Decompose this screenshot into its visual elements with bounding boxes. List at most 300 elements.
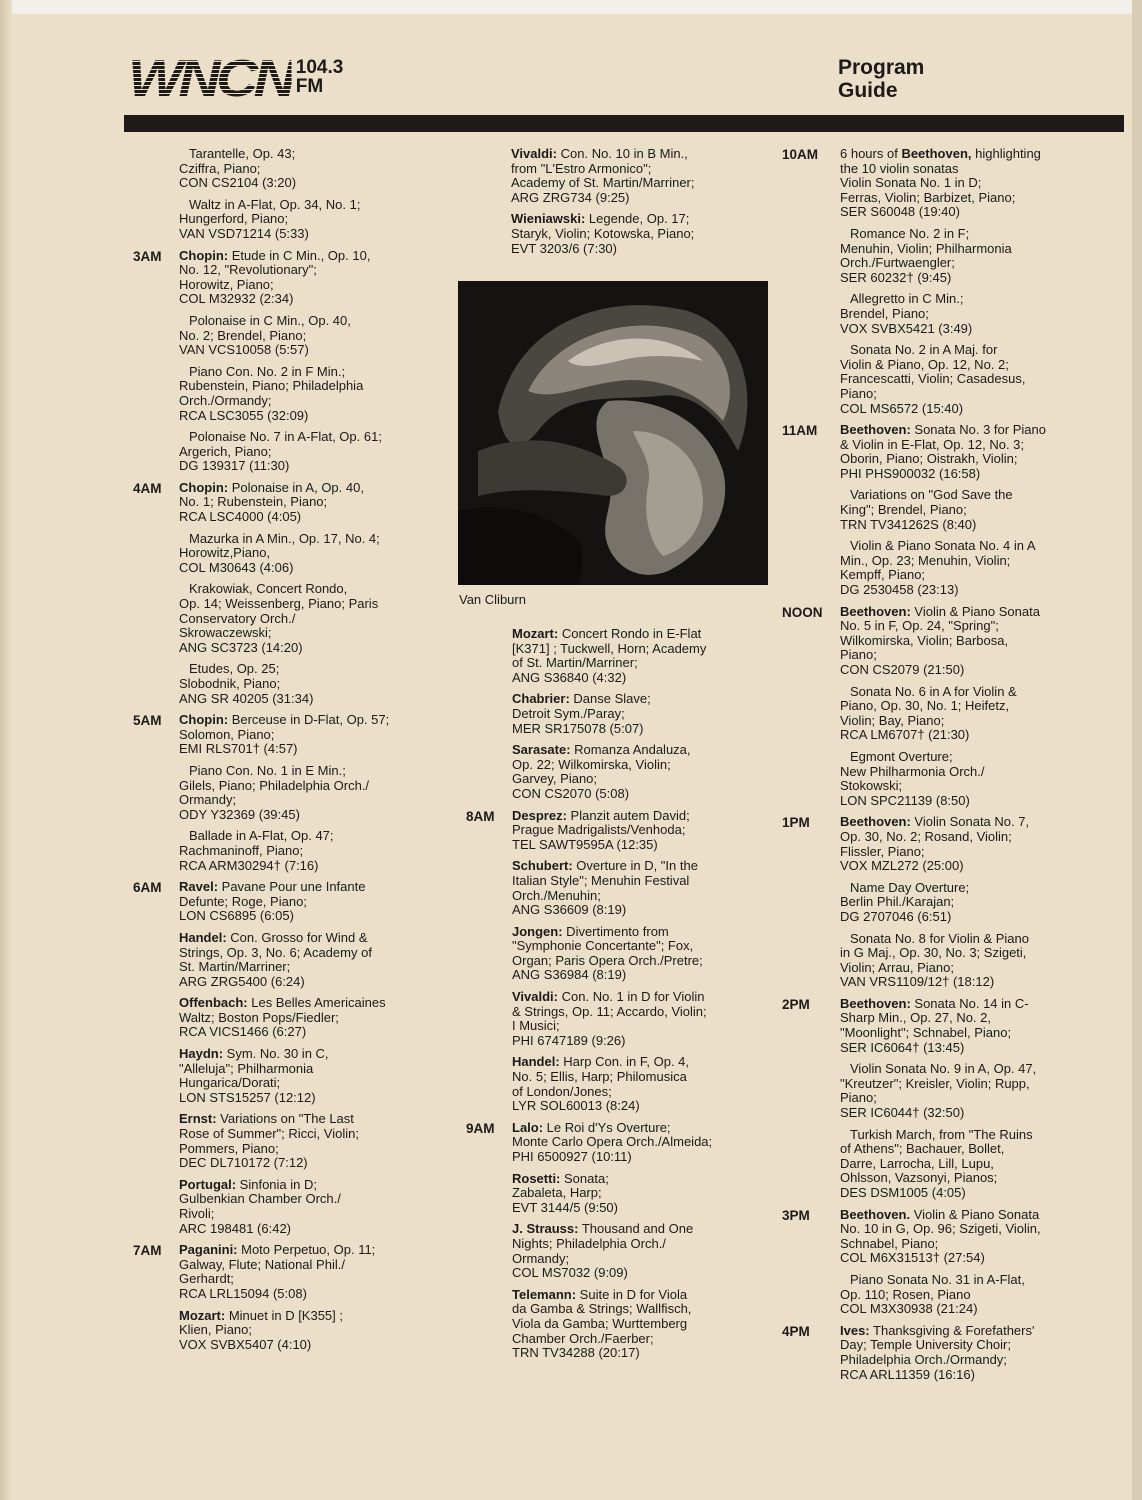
composer-name: Beethoven,: [901, 146, 972, 161]
program-text: the 10 violin sonatas: [840, 160, 959, 176]
composer-name: Mozart:: [179, 1307, 226, 1323]
program-text: Ormandy;: [512, 1250, 570, 1266]
program-text: RCA LSC4000 (4:05): [179, 509, 302, 525]
header-rule: [124, 115, 1124, 132]
program-text: King"; Brendel, Piano;: [840, 502, 967, 518]
program-description: [512, 809, 772, 853]
program-text: Violin & Piano Sonata: [910, 1206, 1040, 1222]
composer-name: Jongen:: [512, 923, 563, 939]
program-text: Pavane Pour une Infante: [218, 879, 366, 895]
program-entry: [512, 1222, 772, 1280]
program-text: ARG ZRG5400 (6:24): [179, 973, 305, 989]
program-description: [840, 1128, 1100, 1201]
logo-frequency-number: 104.3: [295, 57, 344, 78]
time-slot-label: 9AM: [466, 1120, 495, 1136]
time-slot-label: 8AM: [466, 808, 495, 824]
program-description: [840, 423, 1100, 481]
program-description: [179, 147, 459, 191]
program-entry: [179, 430, 459, 474]
program-entry: [512, 627, 772, 685]
program-text: CON CS2104 (3:20): [179, 175, 297, 191]
program-text: PHI 6500927 (10:11): [512, 1149, 632, 1164]
program-description: [179, 532, 459, 576]
program-text: Piano Sonata No. 31 in A-Flat,: [850, 1271, 1025, 1287]
program-description: [840, 292, 1100, 336]
program-entry: [840, 488, 1100, 532]
page-title-line1: Program: [838, 56, 925, 79]
program-description: [512, 1222, 772, 1280]
program-text: Orch./Menuhin;: [512, 887, 601, 903]
program-description: [512, 743, 772, 801]
program-text: RCA LM6707† (21:30): [840, 727, 970, 743]
program-text: SER S60048 (19:40): [840, 204, 960, 220]
program-text: Waltz in A-Flat, Op. 34, No. 1;: [189, 196, 361, 212]
program-text: DG 139317 (11:30): [179, 458, 290, 474]
program-description: [179, 662, 459, 706]
program-text: Orch./Furtwaengler;: [840, 255, 955, 271]
time-slot-label: 6AM: [133, 880, 162, 896]
program-text: ANG S36840 (4:32): [512, 669, 627, 685]
program-description: [179, 198, 459, 242]
schedule-column-2-top: [511, 147, 771, 263]
program-description: [840, 997, 1100, 1055]
program-text: & Strings, Op. 11; Accardo, Violin;: [512, 1003, 707, 1019]
program-text: TRN TV34288 (20:17): [512, 1345, 640, 1361]
composer-name: Wieniawski:: [511, 211, 586, 227]
time-slot-label: 3PM: [782, 1207, 810, 1223]
time-slot-label: 5AM: [133, 713, 162, 729]
program-description: [179, 764, 459, 822]
program-text: Rachmaninoff, Piano;: [179, 842, 304, 858]
program-text: ARG ZRG734 (9:25): [511, 189, 630, 205]
program-text: Horowitz, Piano;: [179, 276, 274, 292]
program-text: Romanza Andaluza,: [570, 742, 691, 758]
program-description: [512, 692, 772, 736]
composer-name: Ernst:: [179, 1111, 217, 1127]
program-text: Ormandy;: [179, 792, 237, 808]
program-description: [512, 925, 772, 983]
composer-name: Beethoven:: [840, 422, 911, 438]
composer-name: Offenbach:: [179, 995, 248, 1011]
program-text: Divertimento from: [562, 923, 669, 939]
program-text: Italian Style"; Menuhin Festival: [512, 872, 690, 888]
program-description: [179, 1047, 459, 1105]
program-entry: [840, 1128, 1100, 1201]
program-text: Polonaise in A, Op. 40,: [228, 479, 364, 495]
program-text: Kempff, Piano;: [840, 567, 926, 583]
program-text: Egmont Overture;: [850, 748, 953, 764]
program-description: [840, 605, 1100, 678]
program-text: da Gamba & Strings; Wallfisch,: [512, 1301, 692, 1317]
program-text: Violin; Arrau, Piano;: [840, 959, 954, 975]
program-text: Overture in D, "In the: [572, 858, 698, 874]
program-text: No. 5; Ellis, Harp; Philomusica: [512, 1069, 687, 1085]
program-text: Thanksgiving & Forefathers': [869, 1322, 1035, 1338]
program-text: "Symphonie Concertante"; Fox,: [512, 938, 694, 954]
program-entry: [179, 314, 459, 358]
time-slot-label: 11AM: [782, 423, 818, 439]
program-description: [512, 1121, 772, 1165]
program-text: Sonata No. 8 for Violin & Piano: [850, 930, 1029, 946]
page-edge-right: [1132, 0, 1142, 1500]
program-entry: [840, 1062, 1100, 1120]
program-text: LON STS15257 (12:12): [179, 1089, 316, 1105]
program-text: Wilkomirska, Violin; Barbosa,: [840, 632, 1009, 648]
program-text: CON CS2070 (5:08): [512, 785, 630, 801]
composer-name: Paganini:: [179, 1242, 238, 1258]
program-text: Piano;: [840, 647, 877, 663]
program-text: Variations on "God Save the: [850, 487, 1013, 503]
time-slot-label: 4PM: [782, 1323, 810, 1339]
page-title: [838, 56, 924, 102]
program-text: Violin & Piano, Op. 12, No. 2;: [840, 356, 1009, 372]
van-cliburn-photo: [458, 281, 768, 585]
program-text: VOX SVBX5407 (4:10): [179, 1336, 312, 1352]
program-text: RCA LSC3055 (32:09): [179, 407, 309, 423]
program-text: Hungerford, Piano;: [179, 211, 289, 227]
program-text: Sonata No. 6 in A for Violin &: [850, 683, 1017, 699]
program-text: Sonata No. 2 in A Maj. for: [850, 342, 998, 358]
program-entry: [179, 764, 459, 822]
program-text: Rose of Summer"; Ricci, Violin;: [179, 1126, 359, 1142]
program-text: Romance No. 2 in F;: [850, 225, 970, 241]
logo-frequency: [296, 58, 344, 96]
program-text: Flissler, Piano;: [840, 843, 925, 859]
program-text: Legende, Op. 17;: [585, 211, 690, 227]
program-text: Piano Con. No. 2 in F Min.;: [189, 363, 346, 379]
program-description: [840, 227, 1100, 285]
program-text: DES DSM1005 (4:05): [840, 1185, 966, 1200]
program-entry: [466, 807, 772, 853]
program-entry: [179, 365, 459, 423]
program-description: [512, 627, 772, 685]
program-text: Detroit Sym./Paray;: [512, 705, 625, 721]
program-description: [840, 932, 1100, 990]
program-description: [840, 815, 1100, 873]
program-text: St. Martin/Marriner;: [179, 959, 291, 975]
program-text: Min., Op. 23; Menuhin, Violin;: [840, 552, 1011, 568]
program-description: [512, 859, 772, 917]
program-text: Schnabel, Piano;: [840, 1235, 939, 1251]
program-text: Chamber Orch./Faerber;: [512, 1330, 654, 1346]
program-description: [179, 1243, 459, 1301]
program-text: Cziffra, Piano;: [179, 160, 261, 176]
program-description: [179, 996, 459, 1040]
program-entry: [133, 712, 459, 757]
program-text: Nights; Philadelphia Orch./: [512, 1235, 666, 1251]
program-text: EVT 3203/6 (7:30): [511, 240, 617, 256]
program-text: Turkish March, from "The Ruins: [850, 1126, 1033, 1142]
program-text: Sinfonia in D;: [236, 1176, 317, 1192]
program-text: 6 hours of: [840, 146, 902, 161]
program-text: Galway, Flute; National Phil./: [179, 1256, 345, 1272]
program-text: Piano;: [840, 1090, 877, 1106]
program-text: EVT 3144/5 (9:50): [512, 1199, 618, 1215]
program-description: [179, 249, 459, 307]
program-text: Violin Sonata No. 1 in D;: [840, 175, 982, 191]
program-text: Academy of St. Martin/Marriner;: [511, 175, 695, 191]
program-text: Monte Carlo Opera Orch./Almeida;: [512, 1134, 713, 1150]
program-text: Violin Sonata No. 7,: [910, 814, 1030, 830]
program-text: RCA ARL11359 (16:16): [840, 1366, 975, 1382]
composer-name: Chopin:: [179, 479, 229, 495]
program-text: MER SR175078 (5:07): [512, 720, 644, 736]
program-text: ANG SC3723 (14:20): [179, 639, 303, 655]
program-text: COL M6X31513† (27:54): [840, 1250, 985, 1266]
program-text: Slobodnik, Piano;: [179, 676, 281, 691]
program-entry: [133, 879, 459, 924]
program-text: Hungarica/Dorati;: [179, 1075, 281, 1091]
program-text: Moto Perpetuo, Op. 11;: [237, 1242, 376, 1258]
program-text: SER 60232† (9:45): [840, 269, 952, 285]
program-text: of Athens"; Bachauer, Bollet,: [840, 1141, 1005, 1157]
program-text: DG 2530458 (23:13): [840, 582, 959, 598]
program-text: Krakowiak, Concert Rondo,: [189, 581, 348, 597]
program-description: [179, 829, 459, 873]
program-text: ODY Y32369 (39:45): [179, 806, 300, 822]
program-text: Darre, Larrocha, Lill, Lupu,: [840, 1155, 994, 1171]
time-slot-label: 7AM: [133, 1243, 162, 1259]
composer-name: Beethoven:: [840, 603, 911, 619]
program-text: Con. No. 10 in B Min.,: [557, 146, 688, 161]
composer-name: Vivaldi:: [511, 146, 558, 161]
program-text: "Alleluja"; Philharmonia: [179, 1060, 314, 1076]
program-text: Orch./Ormandy;: [179, 392, 272, 408]
composer-name: Ives:: [840, 1322, 870, 1338]
program-text: Sharp Min., Op. 27, No. 2,: [840, 1010, 992, 1026]
program-entry: [179, 662, 459, 706]
program-description: [179, 1112, 459, 1170]
program-text: Danse Slave;: [569, 691, 651, 707]
schedule-column-3: [782, 146, 1100, 1389]
program-text: Pommers, Piano;: [179, 1140, 279, 1156]
program-entry: [179, 996, 459, 1040]
program-text: of St. Martin/Marriner;: [512, 655, 638, 671]
program-entry: [782, 146, 1100, 220]
program-description: [179, 1309, 459, 1353]
program-entry: [782, 603, 1100, 678]
program-text: Sonata No. 14 in C-: [910, 995, 1029, 1011]
program-text: TRN TV341262S (8:40): [840, 516, 977, 532]
program-entry: [179, 582, 459, 655]
program-text: Polonaise No. 7 in A-Flat, Op. 61;: [189, 429, 382, 445]
program-text: COL MS7032 (9:09): [512, 1265, 628, 1281]
composer-name: Chabrier:: [512, 691, 570, 707]
program-text: Zabaleta, Harp;: [512, 1185, 602, 1201]
program-text: SER IC6064† (13:45): [840, 1039, 965, 1055]
program-text: CON CS2079 (21:50): [840, 662, 965, 677]
time-slot-label: 1PM: [782, 815, 810, 831]
composer-name: Handel:: [179, 929, 227, 945]
composer-name: Handel:: [512, 1054, 560, 1070]
program-text: Planzit autem David;: [566, 807, 690, 823]
program-description: [840, 1208, 1100, 1266]
program-text: Francescatti, Violin; Casadesus,: [840, 371, 1026, 387]
program-text: Minuet in D [K355] ;: [225, 1307, 343, 1323]
program-text: & Violin in E-Flat, Op. 12, No. 3;: [840, 436, 1025, 452]
program-text: Solomon, Piano;: [179, 726, 275, 742]
program-text: Name Day Overture;: [850, 879, 970, 895]
program-text: ANG SR 40205 (31:34): [179, 690, 314, 706]
program-text: Waltz; Boston Pops/Fiedler;: [179, 1009, 339, 1025]
time-slot-label: 4AM: [133, 480, 162, 496]
program-text: Violin; Bay, Piano;: [840, 712, 945, 728]
program-text: "Moonlight"; Schnabel, Piano;: [840, 1025, 1012, 1041]
program-entry: [133, 247, 459, 307]
program-text: COL M3X30938 (21:24): [840, 1301, 978, 1317]
time-slot-label: 3AM: [133, 248, 162, 264]
program-text: Op. 110; Rosen, Piano: [840, 1286, 971, 1302]
program-entry: [512, 743, 772, 801]
program-text: Op. 30, No. 2; Rosand, Violin;: [840, 828, 1012, 844]
program-text: Variations on "The Last: [216, 1111, 354, 1127]
program-entry: [840, 227, 1100, 285]
program-description: [179, 931, 459, 989]
program-text: Conservatory Orch./: [179, 610, 296, 626]
program-description: [840, 881, 1100, 925]
program-text: Ohlsson, Vazsonyi, Pianos;: [840, 1170, 998, 1186]
program-description: [840, 1062, 1100, 1120]
program-text: from "L'Estro Armonico";: [511, 160, 652, 176]
program-description: [840, 750, 1100, 808]
program-text: EMI RLS701† (4:57): [179, 741, 298, 757]
composer-name: Beethoven.: [840, 1206, 911, 1222]
program-text: COL MS6572 (15:40): [840, 400, 964, 416]
program-text: I Musici;: [512, 1018, 560, 1034]
program-entry: [179, 931, 459, 989]
program-description: [840, 1273, 1100, 1317]
program-entry: [179, 829, 459, 873]
program-text: highlighting: [971, 146, 1041, 161]
program-text: Piano, Op. 30, No. 1; Heifetz,: [840, 698, 1010, 714]
program-entry: [179, 198, 459, 242]
photo-caption: Van Cliburn: [459, 592, 526, 607]
program-description: [179, 314, 459, 358]
program-text: Garvey, Piano;: [512, 771, 598, 787]
program-description: [512, 1055, 772, 1113]
program-text: Organ; Paris Opera Orch./Pretre;: [512, 952, 703, 968]
program-text: TEL SAWT9595A (12:35): [512, 836, 658, 852]
program-text: Violin & Piano Sonata No. 4 in A: [850, 538, 1036, 554]
program-description: [179, 365, 459, 423]
program-description: [179, 430, 459, 474]
program-entry: [840, 932, 1100, 990]
composer-name: Haydn:: [179, 1046, 224, 1062]
program-description: [512, 990, 772, 1048]
program-text: Etude in C Min., Op. 10,: [228, 247, 371, 263]
program-description: [840, 147, 1100, 220]
logo-callsign: WNCN: [128, 50, 292, 108]
program-entry: [840, 750, 1100, 808]
program-entry: [511, 147, 771, 205]
program-text: Strings, Op. 3, No. 6; Academy of: [179, 944, 372, 960]
program-text: Rivoli;: [179, 1206, 215, 1221]
program-text: Brendel, Piano;: [840, 305, 929, 321]
program-text: Gerhardt;: [179, 1271, 234, 1287]
composer-name: Portugal:: [179, 1176, 237, 1192]
program-description: [179, 582, 459, 655]
program-description: [179, 481, 459, 525]
program-text: Violin Sonata No. 9 in A, Op. 47,: [850, 1061, 1037, 1077]
program-entry: [840, 881, 1100, 925]
program-entry: [840, 1273, 1100, 1317]
logo-band: FM: [295, 76, 324, 97]
program-text: Berceuse in D-Flat, Op. 57;: [228, 712, 390, 728]
program-entry: [512, 1055, 772, 1113]
program-entry: [133, 1242, 459, 1301]
program-text: Harp Con. in F, Op. 4,: [559, 1054, 690, 1070]
program-description: [840, 1324, 1100, 1382]
program-text: Sonata;: [560, 1170, 609, 1186]
program-entry: [511, 212, 771, 256]
program-text: Op. 14; Weissenberg, Piano; Paris: [179, 596, 379, 612]
program-text: VAN VRS1109/12† (18:12): [840, 974, 995, 990]
program-text: Viola da Gamba; Wurttemberg: [512, 1315, 688, 1331]
composer-name: Schubert:: [512, 858, 573, 874]
page-edge-left: [0, 0, 12, 1500]
program-text: PHI PHS900032 (16:58): [840, 465, 981, 481]
page-edge-top: [0, 0, 1142, 14]
program-text: Prague Madrigalists/Venhoda;: [512, 822, 686, 838]
program-description: [179, 1178, 459, 1236]
program-entry: [512, 859, 772, 917]
program-text: PHI 6747189 (9:26): [512, 1032, 626, 1048]
page-title-line2: Guide: [838, 79, 898, 102]
composer-name: Beethoven:: [840, 995, 911, 1011]
program-text: Op. 22; Wilkomirska, Violin;: [512, 756, 671, 772]
program-text: DEC DL710172 (7:12): [179, 1155, 308, 1171]
program-text: ANG S36609 (8:19): [512, 902, 627, 918]
program-text: Piano Con. No. 1 in E Min.;: [189, 762, 346, 778]
program-text: VOX SVBX5421 (3:49): [840, 320, 973, 336]
program-text: RCA VICS1466 (6:27): [179, 1024, 307, 1040]
program-description: [840, 539, 1100, 597]
program-entry: [179, 1112, 459, 1170]
program-entry: [133, 479, 459, 525]
program-text: No. 5 in F, Op. 24, "Spring";: [840, 618, 999, 634]
schedule-column-1: [133, 146, 459, 1359]
program-description: [840, 685, 1100, 743]
time-slot-label: 10AM: [782, 147, 819, 162]
program-text: Berlin Phil./Karajan;: [840, 894, 955, 910]
station-logo: [128, 50, 344, 108]
program-text: Etudes, Op. 25;: [189, 661, 280, 677]
composer-name: Sarasate:: [512, 742, 571, 758]
program-text: Concert Rondo in E-Flat: [558, 626, 702, 641]
program-text: Allegretto in C Min.;: [850, 291, 964, 307]
program-description: [179, 713, 459, 757]
program-text: of London/Jones;: [512, 1083, 612, 1099]
program-text: SER IC6044† (32:50): [840, 1105, 965, 1121]
composer-name: Desprez:: [512, 807, 567, 823]
program-description: [512, 1288, 772, 1361]
program-text: VAN VSD71214 (5:33): [179, 225, 309, 241]
program-text: New Philharmonia Orch./: [840, 763, 985, 779]
program-entry: [840, 685, 1100, 743]
program-description: [511, 212, 771, 256]
program-text: Rubenstein, Piano; Philadelphia: [179, 378, 364, 394]
program-entry: [782, 1206, 1100, 1266]
program-text: Stokowski;: [840, 778, 903, 794]
program-text: Mazurka in A Min., Op. 17, No. 4;: [189, 530, 380, 546]
program-text: Skrowaczewski;: [179, 625, 272, 641]
program-text: No. 2; Brendel, Piano;: [179, 327, 307, 343]
composer-name: Chopin:: [179, 712, 229, 728]
composer-name: Mozart:: [512, 626, 559, 641]
program-entry: [512, 1288, 772, 1361]
program-text: Polonaise in C Min., Op. 40,: [189, 312, 351, 328]
composer-name: Ravel:: [179, 879, 219, 895]
